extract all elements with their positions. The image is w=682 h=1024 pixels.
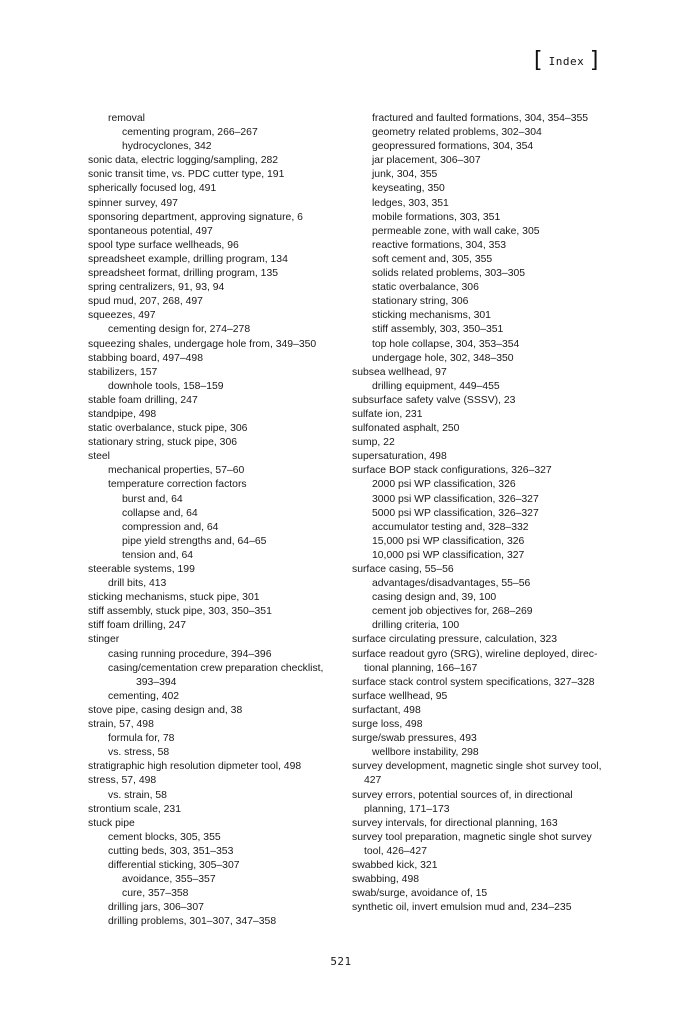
index-entry [88, 408, 348, 422]
index-entry-text: stabbing board, 497–498 [88, 352, 203, 364]
index-entry [88, 197, 348, 211]
index-entry-text: survey errors, potential sources of, in directional [352, 789, 573, 801]
index-entry [88, 168, 348, 182]
index-subentry [372, 295, 614, 309]
index-subentry [108, 323, 348, 337]
index-subentry [108, 478, 348, 492]
page-number: 521 [330, 955, 352, 968]
index-entry-text: stable foam drilling, 247 [88, 394, 198, 406]
index-entry-text: mobile formations, 303, 351 [372, 211, 501, 223]
index-subentry [372, 253, 614, 267]
index-entry-text: avoidance, 355–357 [122, 874, 216, 886]
index-entry-text: casing/cementation crew preparation checklist, [108, 662, 324, 674]
index-entry [88, 154, 348, 168]
index-entry-text: stove pipe, casing design and, 38 [88, 704, 243, 716]
index-entry [352, 817, 614, 831]
index-entry [88, 704, 348, 718]
index-entry-text: permeable zone, with wall cake, 305 [372, 225, 540, 237]
index-entry [88, 718, 348, 732]
index-entry [352, 831, 614, 859]
index-entry-text: collapse and, 64 [122, 507, 198, 519]
index-subentry [372, 126, 614, 140]
index-entry-text: spud mud, 207, 268, 497 [88, 296, 203, 308]
index-entry-text: survey intervals, for directional planning, 163 [352, 817, 558, 829]
index-entry-text: surface BOP stack configurations, 326–327 [352, 465, 552, 477]
index-entry-text: downhole tools, 158–159 [108, 380, 224, 392]
index-entry [88, 239, 348, 253]
index-entry [88, 225, 348, 239]
header-bracket-open: [ [530, 48, 545, 73]
index-entry-text: tension and, 64 [122, 549, 194, 561]
index-entry-text: supersaturation, 498 [352, 451, 447, 463]
index-entry [352, 704, 614, 718]
index-entry [352, 450, 614, 464]
index-subentry [372, 605, 614, 619]
index-subentry [108, 380, 348, 394]
index-entry [352, 563, 614, 577]
index-entry [88, 422, 348, 436]
index-entry [352, 887, 614, 901]
index-entry-text: accumulator testing and, 328–332 [372, 521, 529, 533]
index-entry-text: sticking mechanisms, 301 [372, 310, 491, 322]
index-subentry [372, 323, 614, 337]
index-entry-text: solids related problems, 303–305 [372, 268, 526, 280]
index-subentry [372, 507, 614, 521]
index-entry-text: spinner survey, 497 [88, 197, 178, 209]
index-subentry [372, 521, 614, 535]
index-subentry [122, 493, 348, 507]
index-entry-text: stiff assembly, stuck pipe, 303, 350–351 [88, 606, 272, 618]
index-subentry [122, 126, 348, 140]
index-entry [352, 789, 614, 817]
index-subentry [372, 478, 614, 492]
index-column-left [88, 112, 348, 929]
index-entry-text: swabbed kick, 321 [352, 859, 438, 871]
index-entry [88, 352, 348, 366]
index-entry [88, 211, 348, 225]
index-entry-text: swabbing, 498 [352, 874, 420, 886]
index-entry-continuation: planning, 171–173 [364, 803, 450, 815]
index-subentry [372, 549, 614, 563]
index-entry-text: sulfate ion, 231 [352, 408, 423, 420]
index-entry [88, 338, 348, 352]
index-entry [352, 859, 614, 873]
index-entry-text: stiff assembly, 303, 350–351 [372, 324, 504, 336]
index-entry-text: drill bits, 413 [108, 578, 167, 590]
index-entry-text: soft cement and, 305, 355 [372, 253, 493, 265]
index-entry [352, 732, 614, 746]
index-entry-text: cement job objectives for, 268–269 [372, 606, 533, 618]
index-entry-text: advantages/disadvantages, 55–56 [372, 578, 531, 590]
index-entry-text: standpipe, 498 [88, 408, 157, 420]
index-subentry [122, 521, 348, 535]
index-entry-text: surge/swab pressures, 493 [352, 733, 477, 745]
index-subentry [372, 338, 614, 352]
index-entry [88, 309, 348, 323]
index-entry-text: sulfonated asphalt, 250 [352, 423, 460, 435]
running-header [531, 50, 602, 72]
index-subentry [122, 140, 348, 154]
index-subentry [372, 281, 614, 295]
index-entry-text: spreadsheet format, drilling program, 135 [88, 268, 279, 280]
index-subentry [372, 239, 614, 253]
index-entry-text: sponsoring department, approving signature, 6 [88, 211, 303, 223]
index-entry-text: removal [108, 113, 145, 124]
index-subentry [108, 662, 348, 676]
index-entry-text: stationary string, stuck pipe, 306 [88, 437, 238, 449]
index-subentry [372, 380, 614, 394]
index-entry-text: casing running procedure, 394–396 [108, 648, 272, 660]
index-entry-text: spherically focused log, 491 [88, 183, 217, 195]
index-subentry [108, 112, 348, 126]
index-subentry [108, 789, 348, 803]
index-entry-text: cure, 357–358 [122, 888, 189, 900]
index-entry [88, 281, 348, 295]
header-label: Index [548, 54, 585, 68]
index-entry-text: stratigraphic high resolution dipmeter tool, 498 [88, 761, 302, 773]
index-entry [352, 648, 614, 676]
index-entry [88, 295, 348, 309]
index-entry-text: 2000 psi WP classification, 326 [372, 479, 516, 491]
index-entry-text: sonic data, electric logging/sampling, 282 [88, 155, 279, 167]
index-entry-continuation: 427 [364, 775, 382, 787]
index-subentry [372, 140, 614, 154]
index-entry [88, 774, 348, 788]
index-entry [352, 464, 614, 478]
index-subentry [108, 831, 348, 845]
index-subentry [108, 859, 348, 873]
index-entry-text: geometry related problems, 302–304 [372, 127, 542, 139]
index-subentry [372, 112, 614, 126]
index-subentry [122, 873, 348, 887]
index-entry-text: subsurface safety valve (SSSV), 23 [352, 394, 516, 406]
index-entry-text: surge loss, 498 [352, 719, 423, 731]
index-entry-text: spontaneous potential, 497 [88, 225, 213, 237]
index-entry [88, 591, 348, 605]
index-subentry [372, 154, 614, 168]
index-entry-text: reactive formations, 304, 353 [372, 239, 506, 251]
index-entry [88, 605, 348, 619]
index-subentry [122, 507, 348, 521]
index-subentry [372, 746, 614, 760]
index-subentry [372, 197, 614, 211]
index-entry-text: steerable systems, 199 [88, 564, 195, 575]
index-entry-text: stiff foam drilling, 247 [88, 620, 186, 632]
index-entry [88, 366, 348, 380]
index-entry-text: top hole collapse, 304, 353–354 [372, 338, 520, 350]
index-entry-text: 3000 psi WP classification, 326–327 [372, 493, 539, 505]
index-subentry [108, 901, 348, 915]
index-entry-text: squeezing shales, undergage hole from, 349–350 [88, 338, 317, 350]
index-subentry [372, 309, 614, 323]
index-entry [352, 760, 614, 788]
index-entry-text: stationary string, 306 [372, 296, 469, 308]
index-entry-continuation: tional planning, 166–167 [364, 662, 478, 674]
index-entry [88, 394, 348, 408]
index-entry-text: jar placement, 306–307 [372, 155, 481, 167]
index-entry-text: cutting beds, 303, 351–353 [108, 845, 234, 857]
index-subentry [108, 915, 348, 929]
index-entry-text: undergage hole, 302, 348–350 [372, 352, 514, 364]
index-entry [352, 366, 614, 380]
index-entry-text: 393–394 [136, 676, 177, 688]
index-entry-text: burst and, 64 [122, 493, 183, 505]
index-entry-text: strain, 57, 498 [88, 719, 154, 731]
index-entry-text: stress, 57, 498 [88, 775, 157, 787]
index-entry [88, 253, 348, 267]
index-entry [352, 901, 614, 915]
index-entry-text: static overbalance, 306 [372, 282, 479, 294]
index-entry-text: stabilizers, 157 [88, 366, 158, 378]
index-entry-text: pipe yield strengths and, 64–65 [122, 535, 267, 547]
index-entry [88, 803, 348, 817]
index-subentry [122, 887, 348, 901]
index-entry-text: vs. strain, 58 [108, 789, 167, 801]
index-subentry [108, 845, 348, 859]
index-entry-text: hydrocyclones, 342 [122, 141, 212, 153]
index-entry-text: formula for, 78 [108, 733, 175, 745]
index-entry-text: 15,000 psi WP classification, 326 [372, 535, 525, 547]
index-entry-text: spreadsheet example, drilling program, 134 [88, 253, 288, 265]
index-entry [88, 436, 348, 450]
index-entry [352, 873, 614, 887]
index-subentry [122, 549, 348, 563]
index-entry [352, 422, 614, 436]
index-entry-text: surfactant, 498 [352, 704, 421, 716]
index-entry-text: survey tool preparation, magnetic single shot survey [352, 831, 592, 843]
index-entry-text: sump, 22 [352, 437, 395, 449]
index-entry-text: junk, 304, 355 [372, 169, 438, 181]
index-subentry [372, 267, 614, 281]
index-entry [88, 450, 348, 464]
index-subentry [108, 577, 348, 591]
index-entry [352, 690, 614, 704]
index-entry-text: cementing, 402 [108, 690, 180, 702]
index-entry-text: casing design and, 39, 100 [372, 592, 497, 604]
index-entry-text: vs. stress, 58 [108, 747, 170, 759]
index-subentry [372, 182, 614, 196]
index-subentry [108, 648, 348, 662]
index-entry-text: keyseating, 350 [372, 183, 445, 195]
index-entry-text: drilling equipment, 449–455 [372, 380, 500, 392]
index-subentry [136, 676, 348, 690]
index-entry-text: drilling problems, 301–307, 347–358 [108, 916, 277, 928]
index-entry [88, 182, 348, 196]
index-entry [88, 619, 348, 633]
index-entry-text: surface circulating pressure, calculation, 323 [352, 634, 558, 646]
index-subentry [372, 619, 614, 633]
index-entry-text: cementing design for, 274–278 [108, 324, 251, 336]
header-bracket-close: ] [588, 48, 602, 73]
index-entry-text: fractured and faulted formations, 304, 354–355 [372, 113, 589, 124]
index-entry-text: sticking mechanisms, stuck pipe, 301 [88, 592, 260, 604]
index-entry-text: survey development, magnetic single shot survey tool, [352, 761, 602, 773]
index-entry-text: swab/surge, avoidance of, 15 [352, 888, 488, 900]
index-subentry [372, 352, 614, 366]
index-entry-text: surface readout gyro (SRG), wireline deployed, direc- [352, 648, 598, 660]
index-subentry [372, 225, 614, 239]
index-entry-text: surface wellhead, 95 [352, 690, 448, 702]
index-entry [352, 676, 614, 690]
index-subentry [122, 535, 348, 549]
index-entry-continuation: tool, 426–427 [364, 845, 427, 857]
index-subentry [372, 211, 614, 225]
index-entry-text: subsea wellhead, 97 [352, 366, 447, 378]
index-entry-text: mechanical properties, 57–60 [108, 465, 245, 477]
index-entry-text: cement blocks, 305, 355 [108, 831, 221, 843]
index-entry-text: stuck pipe [88, 817, 135, 829]
index-entry-text: drilling jars, 306–307 [108, 902, 204, 914]
index-subentry [108, 690, 348, 704]
index-entry-text: spool type surface wellheads, 96 [88, 239, 239, 251]
index-entry-text: 10,000 psi WP classification, 327 [372, 549, 525, 561]
index-entry [352, 394, 614, 408]
index-subentry [372, 493, 614, 507]
index-entry-text: geopressured formations, 304, 354 [372, 141, 534, 153]
index-entry-text: drilling criteria, 100 [372, 620, 460, 632]
index-entry [88, 267, 348, 281]
index-entry-text: 5000 psi WP classification, 326–327 [372, 507, 539, 519]
index-subentry [372, 577, 614, 591]
index-entry-text: wellbore instability, 298 [372, 747, 479, 759]
index-entry [88, 633, 348, 647]
index-entry [352, 633, 614, 647]
index-entry-text: cementing program, 266–267 [122, 127, 258, 139]
index-entry-text: stinger [88, 634, 120, 646]
index-entry [352, 408, 614, 422]
index-subentry [372, 535, 614, 549]
index-entry-text: static overbalance, stuck pipe, 306 [88, 423, 248, 435]
index-subentry [372, 168, 614, 182]
index-entry-text: ledges, 303, 351 [372, 197, 449, 209]
index-entry [352, 436, 614, 450]
index-entry-text: spring centralizers, 91, 93, 94 [88, 282, 225, 294]
index-entry-text: sonic transit time, vs. PDC cutter type, 191 [88, 169, 285, 181]
index-subentry [108, 746, 348, 760]
index-entry-text: strontium scale, 231 [88, 803, 181, 815]
index-entry-text: differential sticking, 305–307 [108, 859, 240, 871]
index-entry-text: surface casing, 55–56 [352, 564, 454, 575]
index-subentry [108, 732, 348, 746]
index-subentry [372, 591, 614, 605]
index-entry-text: synthetic oil, invert emulsion mud and, 234–235 [352, 902, 572, 914]
index-entry [88, 817, 348, 831]
index-column-right [352, 112, 614, 915]
index-entry-text: steel [88, 451, 110, 463]
index-entry [88, 563, 348, 577]
index-entry-text: squeezes, 497 [88, 310, 156, 322]
index-entry [88, 760, 348, 774]
index-entry-text: surface stack control system specifications, 327–328 [352, 676, 595, 688]
index-entry-text: compression and, 64 [122, 521, 219, 533]
index-subentry [108, 464, 348, 478]
index-entry [352, 718, 614, 732]
index-entry-text: temperature correction factors [108, 479, 247, 491]
